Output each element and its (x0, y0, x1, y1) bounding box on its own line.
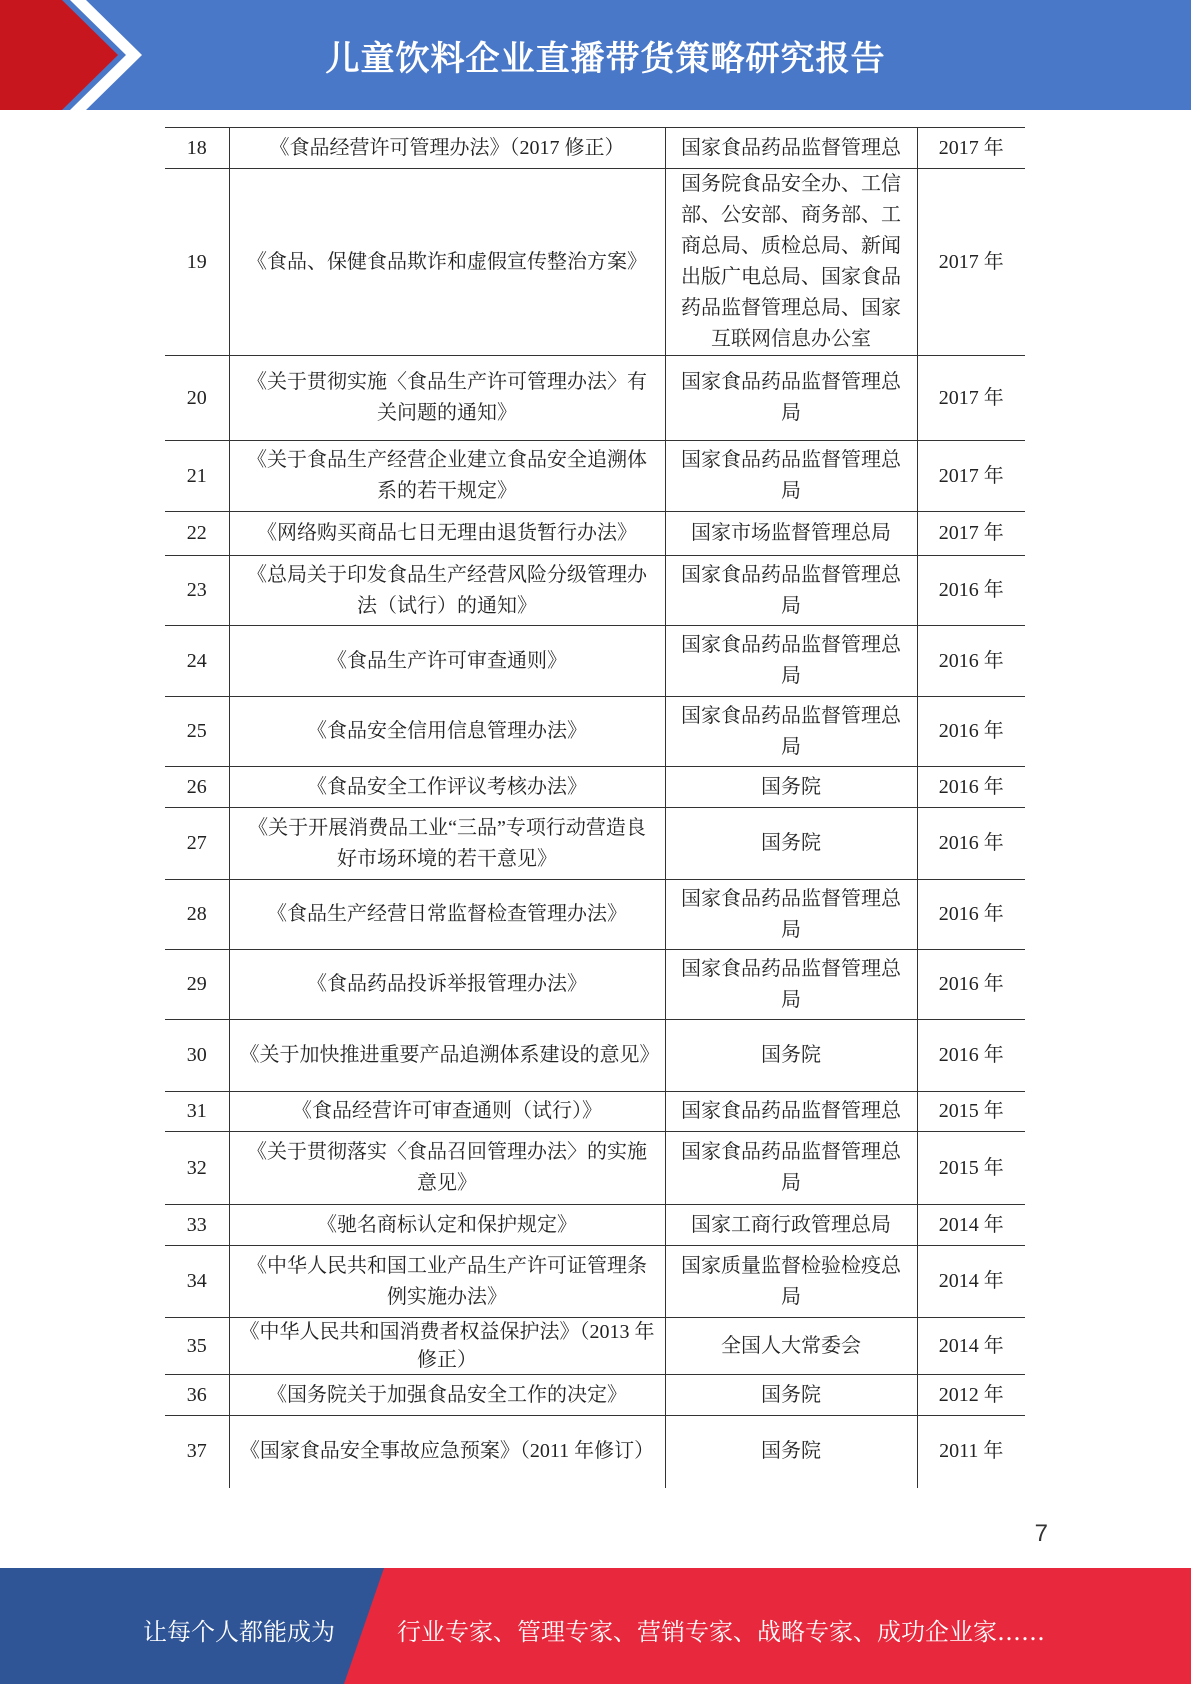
row-number: 31 (165, 1092, 229, 1132)
issue-year: 2017 年 (917, 441, 1025, 512)
row-number: 19 (165, 169, 229, 356)
issue-year: 2016 年 (917, 880, 1025, 950)
issue-year: 2015 年 (917, 1132, 1025, 1205)
regulations-table (165, 127, 1025, 1488)
regulation-name: 《食品经营许可管理办法》（2017 修正） (229, 128, 665, 169)
footer-slogan-left: 让每个人都能成为 (143, 1618, 335, 1646)
table-row (165, 767, 1025, 808)
row-number: 34 (165, 1246, 229, 1318)
table-row (165, 808, 1025, 880)
issuing-department: 国家食品药品监督管理总局 (665, 441, 917, 512)
regulation-name: 《中华人民共和国消费者权益保护法》（2013 年修正） (229, 1318, 665, 1375)
row-number: 28 (165, 880, 229, 950)
row-number: 24 (165, 626, 229, 697)
regulation-name: 《关于贯彻落实〈食品召回管理办法〉的实施意见》 (229, 1132, 665, 1205)
issue-year: 2017 年 (917, 356, 1025, 441)
issue-year: 2017 年 (917, 169, 1025, 356)
regulation-name: 《关于贯彻实施〈食品生产许可管理办法〉有关问题的通知》 (229, 356, 665, 441)
issue-year: 2014 年 (917, 1318, 1025, 1375)
table-row (165, 441, 1025, 512)
table-row (165, 128, 1025, 169)
page-number: 7 (1034, 1520, 1048, 1547)
row-number: 18 (165, 128, 229, 169)
issuing-department: 国务院 (665, 767, 917, 808)
issuing-department-text: 国家食品药品监督管理总 (681, 136, 901, 159)
regulation-name: 《驰名商标认定和保护规定》 (229, 1205, 665, 1246)
row-number: 32 (165, 1132, 229, 1205)
issue-year: 2012 年 (917, 1375, 1025, 1416)
table-row (165, 697, 1025, 767)
regulation-name: 《食品生产许可审查通则》 (229, 626, 665, 697)
issuing-department: 国务院 (665, 808, 917, 880)
issue-year: 2016 年 (917, 556, 1025, 626)
issuing-department: 国务院 (665, 1375, 917, 1416)
row-number: 21 (165, 441, 229, 512)
issue-year: 2014 年 (917, 1246, 1025, 1318)
issuing-department: 国家食品药品监督管理总局 (665, 880, 917, 950)
row-number: 27 (165, 808, 229, 880)
table-row (165, 512, 1025, 556)
issuing-department: 国务院 (665, 1416, 917, 1488)
table-row (165, 169, 1025, 356)
table-row (165, 1246, 1025, 1318)
row-number: 35 (165, 1318, 229, 1375)
issuing-department: 国家食品药品监督管理总局 (665, 356, 917, 441)
regulation-name: 《食品、保健食品欺诈和虚假宣传整治方案》 (229, 169, 665, 356)
issuing-department: 国家食品药品监督管理总局 (665, 626, 917, 697)
regulation-name: 《网络购买商品七日无理由退货暂行办法》 (229, 512, 665, 556)
issue-year: 2016 年 (917, 767, 1025, 808)
page-header (0, 0, 1191, 110)
regulations-table-body (165, 128, 1025, 1488)
issue-year: 2016 年 (917, 626, 1025, 697)
issuing-department: 国务院食品安全办、工信部、公安部、商务部、工商总局、质检总局、新闻出版广电总局、国家食品药品监督管理总局、国家互联网信息办公室 (665, 169, 917, 356)
issue-year: 2017 年 (917, 128, 1025, 169)
table-row (165, 1132, 1025, 1205)
issuing-department: 国家市场监督管理总局 (665, 512, 917, 556)
issuing-department: 国家质量监督检验检疫总局 (665, 1246, 917, 1318)
row-number: 25 (165, 697, 229, 767)
regulation-name: 《国务院关于加强食品安全工作的决定》 (229, 1375, 665, 1416)
issuing-department (665, 1092, 917, 1132)
regulation-name: 《食品经营许可审查通则（试行）》 (229, 1092, 665, 1132)
issuing-department: 国家工商行政管理总局 (665, 1205, 917, 1246)
regulation-name: 《关于食品生产经营企业建立食品安全追溯体系的若干规定》 (229, 441, 665, 512)
issuing-department: 国家食品药品监督管理总局 (665, 1132, 917, 1205)
table-row (165, 556, 1025, 626)
footer-slogan-right: 行业专家、管理专家、营销专家、战略专家、成功企业家…… (397, 1618, 1045, 1646)
regulation-name: 《关于加快推进重要产品追溯体系建设的意见》 (229, 1020, 665, 1092)
regulation-name: 《总局关于印发食品生产经营风险分级管理办法（试行）的通知》 (229, 556, 665, 626)
row-number: 30 (165, 1020, 229, 1092)
issue-year: 2016 年 (917, 808, 1025, 880)
table-row (165, 626, 1025, 697)
issue-year: 2015 年 (917, 1092, 1025, 1132)
table-row (165, 1092, 1025, 1132)
issue-year: 2011 年 (917, 1416, 1025, 1488)
issuing-department: 国家食品药品监督管理总局 (665, 697, 917, 767)
issuing-department: 国务院 (665, 1020, 917, 1092)
issue-year: 2016 年 (917, 697, 1025, 767)
regulation-name: 《食品生产经营日常监督检查管理办法》 (229, 880, 665, 950)
table-row (165, 1020, 1025, 1092)
issuing-department (665, 128, 917, 169)
table-row (165, 880, 1025, 950)
regulation-name: 《国家食品安全事故应急预案》（2011 年修订） (229, 1416, 665, 1488)
table-row (165, 1375, 1025, 1416)
table-row (165, 356, 1025, 441)
row-number: 36 (165, 1375, 229, 1416)
regulation-name: 《食品药品投诉举报管理办法》 (229, 950, 665, 1020)
issuing-department: 全国人大常委会 (665, 1318, 917, 1375)
regulation-name: 《食品安全工作评议考核办法》 (229, 767, 665, 808)
row-number: 29 (165, 950, 229, 1020)
issuing-department: 国家食品药品监督管理总局 (665, 950, 917, 1020)
issue-year: 2016 年 (917, 1020, 1025, 1092)
row-number: 26 (165, 767, 229, 808)
row-number: 23 (165, 556, 229, 626)
issuing-department: 国家食品药品监督管理总局 (665, 556, 917, 626)
issue-year: 2016 年 (917, 950, 1025, 1020)
issue-year: 2014 年 (917, 1205, 1025, 1246)
table-row (165, 1318, 1025, 1375)
row-number: 22 (165, 512, 229, 556)
regulation-name: 《中华人民共和国工业产品生产许可证管理条例实施办法》 (229, 1246, 665, 1318)
table-row (165, 950, 1025, 1020)
issue-year: 2017 年 (917, 512, 1025, 556)
regulation-name: 《食品安全信用信息管理办法》 (229, 697, 665, 767)
row-number: 37 (186, 1440, 207, 1463)
row-number: 20 (165, 356, 229, 441)
table-row (165, 1416, 1025, 1488)
regulation-name: 《关于开展消费品工业“三品”专项行动营造良好市场环境的若干意见》 (229, 808, 665, 880)
table-row (165, 1205, 1025, 1246)
issuing-department-text: 国家食品药品监督管理总 (681, 1100, 901, 1122)
row-number: 33 (165, 1205, 229, 1246)
report-title: 儿童饮料企业直播带货策略研究报告 (325, 38, 886, 79)
